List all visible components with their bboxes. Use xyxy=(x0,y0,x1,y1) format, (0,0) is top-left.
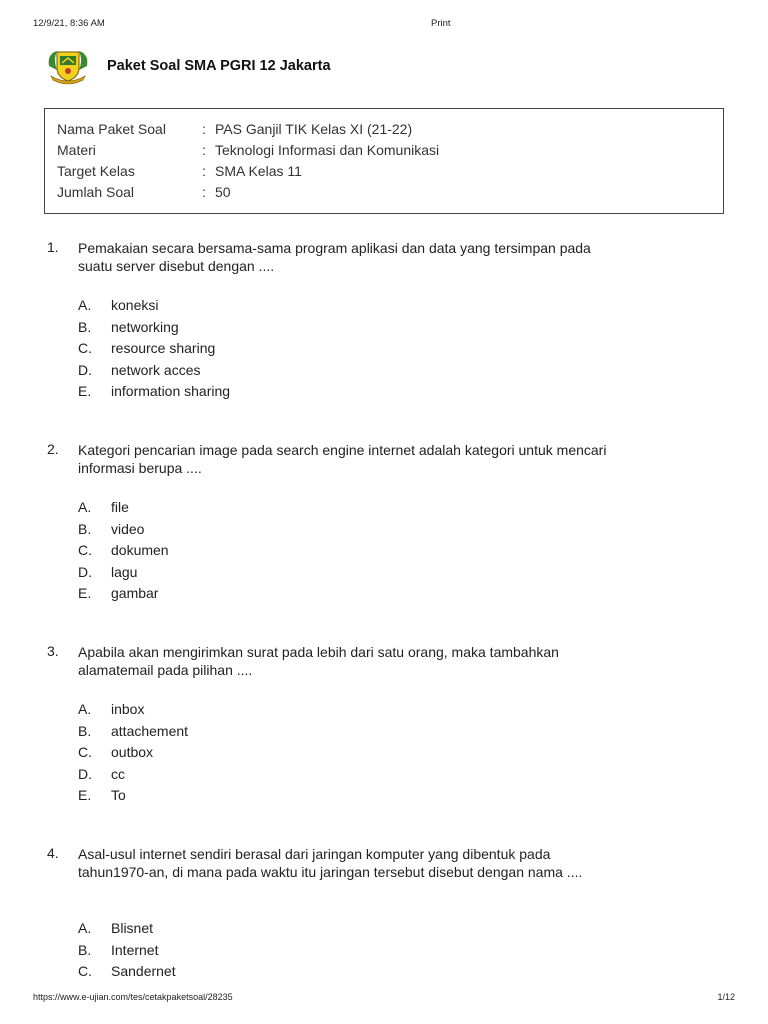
school-emblem-icon xyxy=(45,46,91,86)
option-text: network acces xyxy=(111,361,201,378)
option-text: gambar xyxy=(111,585,159,601)
option-text: Sandernet xyxy=(111,963,176,979)
option-letter: B. xyxy=(78,722,92,739)
question-text: Kategori pencarian image pada search engine internet adalah kategori untuk mencari informasi berupa .... xyxy=(78,442,607,476)
option-letter: E. xyxy=(78,787,92,803)
info-box xyxy=(44,108,724,214)
option-text: lagu xyxy=(111,563,138,580)
page-url: https://www.e-ujian.com/tes/cetakpaketsoal/28235 xyxy=(33,992,233,1002)
info-value: SMA Kelas 11 xyxy=(215,163,302,179)
question-number: 1. xyxy=(47,239,59,255)
option-text: attachement xyxy=(111,722,189,739)
option-letter: A. xyxy=(78,701,92,717)
option-letter: C. xyxy=(78,340,92,356)
option-text: cc xyxy=(111,765,125,782)
option-text: resource sharing xyxy=(111,340,216,356)
option-letter: A. xyxy=(78,499,92,515)
option-text: information sharing xyxy=(111,383,231,399)
option-letter: C. xyxy=(78,963,92,979)
info-separator: : xyxy=(202,142,206,158)
option-letter: B. xyxy=(78,520,92,537)
question-number: 3. xyxy=(47,643,59,659)
option-text: dokumen xyxy=(111,542,169,558)
info-separator: : xyxy=(202,163,206,179)
info-separator: : xyxy=(202,121,206,137)
option-letter: A. xyxy=(78,920,92,936)
info-label: Nama Paket Soal xyxy=(57,121,166,137)
info-value: 50 xyxy=(215,184,231,200)
option-letter: D. xyxy=(78,563,92,580)
option-text: koneksi xyxy=(111,297,159,313)
option-letter: A. xyxy=(78,297,92,313)
option-letter: E. xyxy=(78,383,92,399)
option-letter: D. xyxy=(78,361,92,378)
option-text: To xyxy=(111,787,126,803)
question-number: 4. xyxy=(47,845,59,861)
page-title: Paket Soal SMA PGRI 12 Jakarta xyxy=(107,58,331,74)
option-letter: C. xyxy=(78,542,92,558)
info-label: Target Kelas xyxy=(57,163,135,179)
page-number: 1/12 xyxy=(717,992,735,1002)
print-datetime: 12/9/21, 8:36 AM xyxy=(33,18,105,29)
print-title: Print xyxy=(431,18,451,29)
question-text: Pemakaian secara bersama-sama program aplikasi dan data yang tersimpan pada suatu server disebut dengan .... xyxy=(78,240,591,274)
option-letter: B. xyxy=(78,941,92,958)
option-text: file xyxy=(111,499,129,515)
option-text: Blisnet xyxy=(111,920,154,936)
option-text: video xyxy=(111,520,145,537)
option-text: inbox xyxy=(111,701,145,717)
option-letter: E. xyxy=(78,585,92,601)
question-text: Asal-usul internet sendiri berasal dari jaringan komputer yang dibentuk pada tahun1970-an, di mana pada waktu itu jaringan tersebut disebut dengan nama .... xyxy=(78,846,583,880)
question-text: Apabila akan mengirimkan surat pada lebih dari satu orang, maka tambahkan alamatemail pada pilihan .... xyxy=(78,644,559,678)
option-letter: B. xyxy=(78,318,92,335)
option-text: networking xyxy=(111,318,179,335)
info-value: PAS Ganjil TIK Kelas XI (21-22) xyxy=(215,121,413,137)
info-label: Materi xyxy=(57,142,96,158)
info-separator: : xyxy=(202,184,206,200)
info-value: Teknologi Informasi dan Komunikasi xyxy=(215,142,440,158)
info-label: Jumlah Soal xyxy=(57,184,135,200)
option-letter: D. xyxy=(78,765,92,782)
option-text: outbox xyxy=(111,744,154,760)
option-letter: C. xyxy=(78,744,92,760)
question-number: 2. xyxy=(47,441,59,457)
option-text: Internet xyxy=(111,941,159,958)
